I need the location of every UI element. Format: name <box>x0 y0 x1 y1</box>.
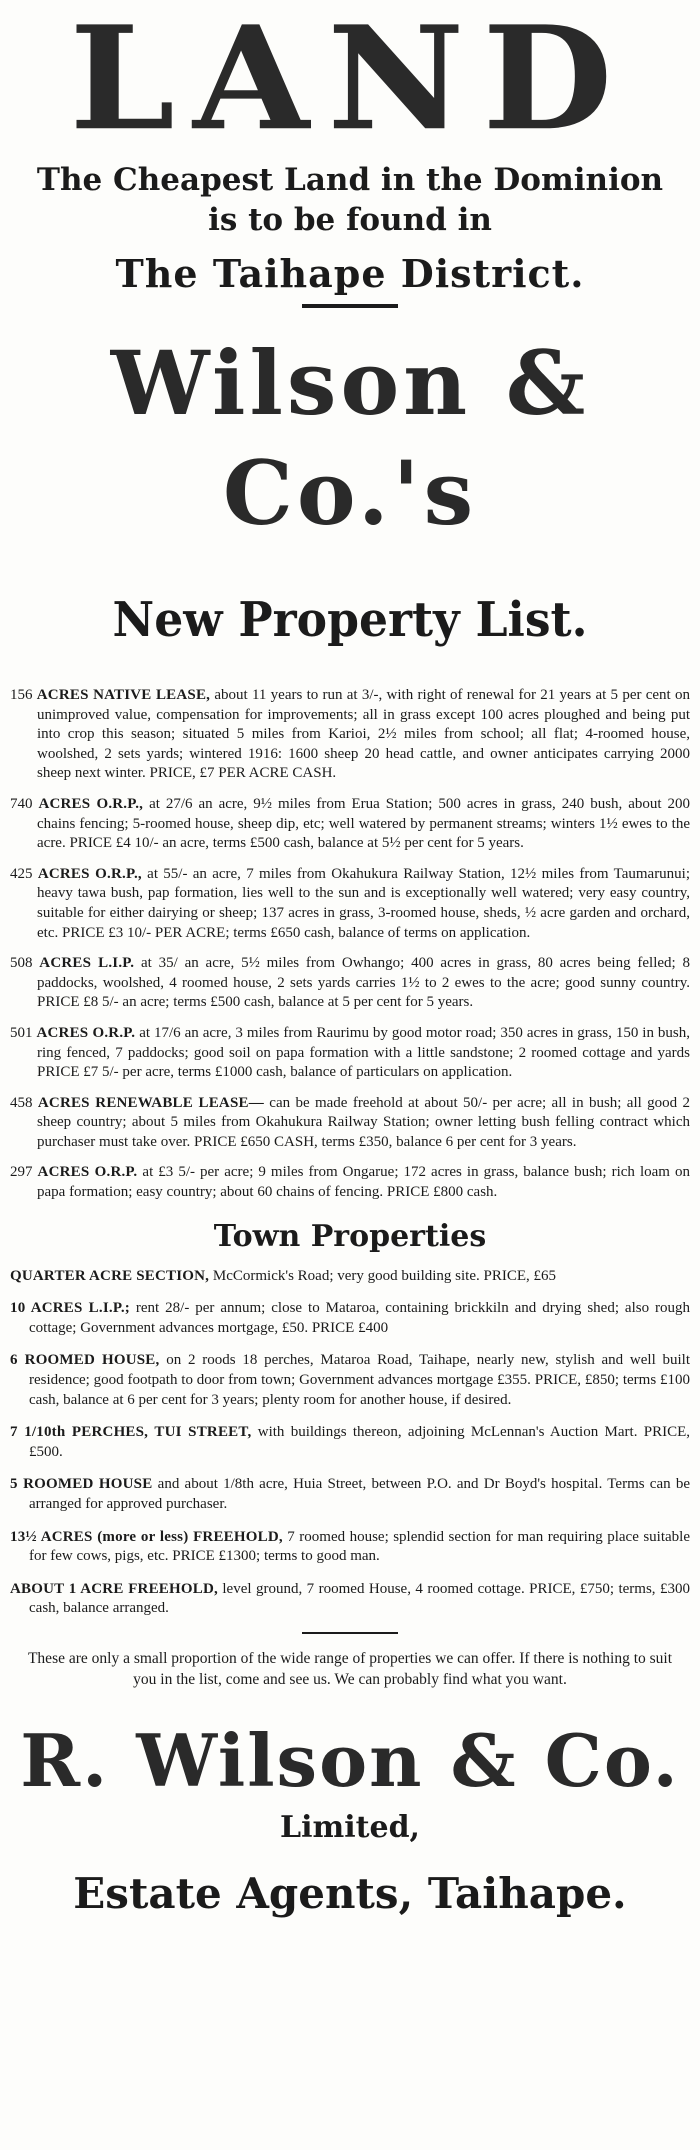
divider-rule-footer <box>302 1632 398 1634</box>
town-listing-item <box>10 1580 690 1619</box>
listing-item <box>10 865 690 943</box>
listing-acreage: 297 <box>10 1164 33 1181</box>
listing-acreage: 501 <box>10 1024 33 1041</box>
listing-text: at 17/6 an acre, 3 miles from Raurimu by good motor road; 350 acres in grass, 150 in bush, ring fenced, 7 paddocks; good soil on papa formation with a little sandstone; 2 roomed cottage and yards PRICE £7 5/- per acre, terms £1000 cash, balance of particulars on application. <box>37 1024 691 1081</box>
agency-name: R. Wilson & Co. <box>20 1717 680 1803</box>
town-listing-item <box>10 1423 690 1462</box>
listing-item <box>10 795 690 854</box>
town-properties-title: Town Properties <box>213 1218 487 1254</box>
town-listing-text: rent 28/- per annum; close to Mataroa, containing brickkiln and drying shed; also rough cottage; Government advances mortgage, £50. PRICE £400 <box>29 1300 691 1336</box>
listing-item <box>10 1094 690 1153</box>
listing-text: at 55/- an acre, 7 miles from Okahukura Railway Station, 12½ miles from Taumarunui; heavy tawa bush, pap formation, lies well to the sun and is exceptionally well watered; very easy country, suitable for either dairying or sheep; 137 acres in grass, 3-roomed house, sheds, ½ acre garden and orchard, etc. PRICE £3 10/- PER ACRE; terms £650 cash, balance of terms on application. <box>37 865 691 941</box>
listing-acreage: 508 <box>10 955 33 972</box>
listing-item <box>10 954 690 1013</box>
agency-limited: Limited, <box>280 1809 420 1845</box>
town-listing-text: McCormick's Road; very good building site. PRICE, £65 <box>212 1267 556 1284</box>
town-listing-item <box>10 1528 690 1567</box>
listing-item <box>10 1163 690 1202</box>
district-name: The Taihape District. <box>115 251 585 296</box>
tagline: The Cheapest Land in the Dominion <box>36 162 664 198</box>
listing-acreage: 156 <box>10 687 33 703</box>
listing-text: at £3 5/- per acre; 9 miles from Ongarue; 172 acres in grass, balance bush; rich loam on papa formation; easy country; about 60 chains of fencing. PRICE £800 cash. <box>37 1164 691 1201</box>
listing-heading: ACRES RENEWABLE LEASE— <box>37 1094 264 1111</box>
listing-heading: ACRES O.R.P., <box>38 795 144 812</box>
listing-text: at 27/6 an acre, 9½ miles from Erua Station; 500 acres in grass, 240 bush, about 200 chains fencing; 5-roomed house, sheep dip, etc; well watered by permanent streams; winters 1½ ewes to the acre. PRICE £4 10/- an acre, terms £500 cash, balance at 5½ per cent for 5 years. <box>37 795 691 852</box>
rural-listings <box>10 686 690 1203</box>
town-listings <box>10 1267 690 1619</box>
listing-heading: ACRES NATIVE LEASE, <box>36 687 211 703</box>
listing-heading: ACRES O.R.P. <box>37 1164 138 1181</box>
town-listing-item <box>10 1475 690 1514</box>
divider-rule <box>302 304 398 308</box>
listing-item <box>10 686 690 784</box>
town-listing-text: level ground, 7 roomed House, 4 roomed cottage. PRICE, £750; terms, £300 cash, balance arranged. <box>29 1580 690 1617</box>
town-listing-heading: QUARTER ACRE SECTION, <box>10 1267 210 1284</box>
firm-name: Wilson & Co.'s <box>110 331 590 545</box>
headline: LAND <box>69 0 631 163</box>
town-listing-text: on 2 roods 18 perches, Mataroa Road, Taihape, nearly new, stylish and well built residence; good footpath to door from town; Government advances mortgage £355. PRICE, £850; terms £100 cash, balance at 6 per cent for 3 years; plenty room for another house, if desired. <box>29 1352 690 1408</box>
listing-heading: ACRES O.R.P. <box>36 1024 136 1041</box>
town-listing-heading: 5 ROOMED HOUSE <box>10 1476 153 1493</box>
listing-text: about 11 years to run at 3/-, with right of renewal for 21 years at 5 per cent on unimproved value, compensation for improvements; all in grass except 100 acres ploughed and being put into crop this season; situated 5 miles from Karioi, 2½ miles from school; all flat; 4-roomed house, woolshed, 2 sets yards; wintered 1916: 1600 sheep 20 head cattle, and owner anticipates carrying 2000 sheep next winter. PRICE, £7 PER ACRE CASH. <box>37 687 690 782</box>
listing-text: can be made freehold at about 50/- per acre; all in bush; all good 2 sheep country; about 5 miles from Okahukura Railway Station; owner letting bush felling contract which purchaser must take over. PRICE £650 CASH, terms £350, balance 6 per cent for 3 years. <box>37 1094 691 1150</box>
town-listing-heading: 6 ROOMED HOUSE, <box>10 1352 160 1369</box>
town-listing-heading: 7 1/10th PERCHES, TUI STREET, <box>10 1424 252 1441</box>
listing-acreage: 425 <box>10 865 33 882</box>
listing-acreage: 740 <box>10 795 33 812</box>
listing-heading: ACRES L.I.P. <box>39 955 135 972</box>
listing-acreage: 458 <box>10 1094 33 1111</box>
town-listing-item <box>10 1351 690 1410</box>
closing-note: These are only a small proportion of the wide range of properties we can offer. If there is nothing to suit you in the list, come and see us. We can probably find what you want. <box>27 1649 673 1688</box>
listing-text: at 35/ an acre, 5½ miles from Owhango; 400 acres in grass, 80 acres being felled; 8 paddocks, woolshed, 4 roomed house, 2 sets yards carries 1½ to 2 ewes to the acre; good sunny country. PRICE £8 5/- an acre; terms £500 cash, balance at 5 per cent for 5 years. <box>37 955 690 1011</box>
town-listing-item <box>10 1299 690 1338</box>
town-listing-heading: 13½ ACRES (more or less) FREEHOLD, <box>10 1528 283 1545</box>
tagline-continued: is to be found in <box>208 202 492 238</box>
town-listing-text: 7 roomed house; splendid section for man requiring place suitable for few cows, pigs, etc. PRICE £1300; terms to good man. <box>29 1528 690 1565</box>
list-title: New Property List. <box>112 592 588 648</box>
agency-role: Estate Agents, Taihape. <box>73 1868 627 1918</box>
town-listing-text: and about 1/8th acre, Huia Street, between P.O. and Dr Boyd's hospital. Terms can be arranged for approved purchaser. <box>29 1476 691 1512</box>
listing-item <box>10 1024 690 1083</box>
town-listing-heading: ABOUT 1 ACRE FREEHOLD, <box>10 1580 218 1597</box>
listing-heading: ACRES O.R.P., <box>37 865 142 882</box>
town-listing-text: with buildings thereon, adjoining McLennan's Auction Mart. PRICE, £500. <box>29 1424 691 1460</box>
town-listing-heading: 10 ACRES L.I.P.; <box>10 1300 130 1317</box>
town-listing-item <box>10 1267 690 1287</box>
